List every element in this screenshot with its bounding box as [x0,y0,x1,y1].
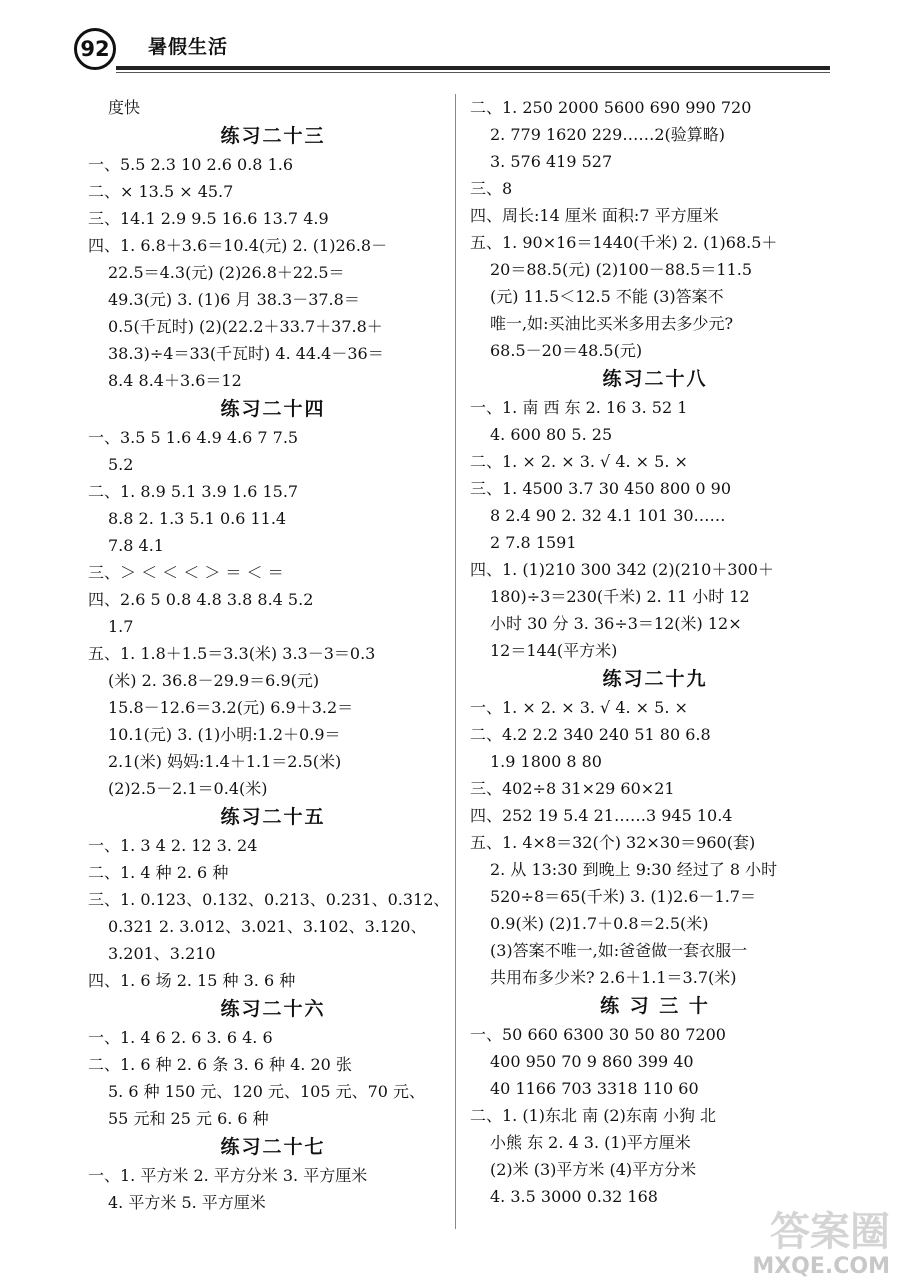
answer-line: 20＝88.5(元) (2)100－88.5＝11.5 [490,260,753,279]
answer-line: 唯一,如:买油比买米多用去多少元? [490,314,734,333]
section-heading: 练习二十四 [220,398,326,420]
answer-line: 二、1. (1)东北 南 (2)东南 小狗 北 [470,1106,717,1125]
answer-line: 共用布多少米? 2.6＋1.1＝3.7(米) [490,968,737,987]
answer-line: 5.2 [108,455,134,474]
watermark-logo-text: 答案圈 [770,1209,890,1255]
answer-line: 三、＞ ＜ ＜ ＜ ＞ ＝ ＜ ＝ [88,563,284,582]
site-watermark [752,1210,890,1280]
answer-line: 一、1. × 2. × 3. √ 4. × 5. × [470,698,688,717]
answer-line: 二、1. × 2. × 3. √ 4. × 5. × [470,452,688,471]
answer-line: 一、1. 4 6 2. 6 3. 6 4. 6 [88,1028,273,1047]
section-heading: 练习二十六 [220,998,326,1020]
answer-line: 1.9 1800 8 80 [490,752,602,771]
header-rule [116,66,830,70]
answer-line: 一、5.5 2.3 10 2.6 0.8 1.6 [88,155,294,174]
answer-line: 5. 6 种 150 元、120 元、105 元、70 元、 [108,1082,426,1101]
answer-line: 40 1166 703 3318 110 60 [490,1079,699,1098]
answer-line: 五、1. 4×8＝32(个) 32×30＝960(套) [470,833,756,852]
answer-line: 12＝144(平方米) [490,641,618,660]
answer-line: 520÷8＝65(千米) 3. (1)2.6－1.7＝ [490,887,756,906]
answer-line: 三、402÷8 31×29 60×21 [470,779,675,798]
answer-line: 2. 从 13:30 到晚上 9:30 经过了 8 小时 [490,860,778,879]
answer-line: 10.1(元) 3. (1)小明:1.2＋0.9＝ [108,725,341,744]
answer-line: 五、1. 90×16＝1440(千米) 2. (1)68.5＋ [470,233,778,252]
answer-line: 五、1. 1.8＋1.5＝3.3(米) 3.3－3＝0.3 [88,644,376,663]
answer-line: 8.4 8.4＋3.6＝12 [108,371,242,390]
section-heading: 练习二十七 [220,1136,326,1158]
answer-line: 一、1. 3 4 2. 12 3. 24 [88,836,258,855]
answer-line: 二、× 13.5 × 45.7 [88,182,234,201]
answer-line: 度快 [108,98,141,117]
answer-line: 三、14.1 2.9 9.5 16.6 13.7 4.9 [88,209,329,228]
answer-line: 一、1. 南 西 东 2. 16 3. 52 1 [470,398,688,417]
answer-line: 0.321 2. 3.012、3.021、3.102、3.120、 [108,917,427,936]
answer-line: (3)答案不唯一,如:爸爸做一套衣服一 [490,941,748,960]
answer-line: 小时 30 分 3. 36÷3＝12(米) 12× [490,614,742,633]
answer-line: 7.8 4.1 [108,536,164,555]
answer-line: 四、周长:14 厘米 面积:7 平方厘米 [470,206,719,225]
answer-line: 400 950 70 9 860 399 40 [490,1052,694,1071]
answer-line: 49.3(元) 3. (1)6 月 38.3－37.8＝ [108,290,360,309]
section-heading: 练习二十三 [220,125,326,147]
answer-line: 1.7 [108,617,134,636]
answer-line: 4. 600 80 5. 25 [490,425,613,444]
answer-line: (2)2.5－2.1＝0.4(米) [108,779,268,798]
answer-line: 一、1. 平方米 2. 平方分米 3. 平方厘米 [88,1166,368,1185]
header-title: 暑假生活 [148,36,229,58]
answer-line: 4. 平方米 5. 平方厘米 [108,1193,266,1212]
section-heading: 练习二十八 [602,368,708,390]
answer-line: 2 7.8 1591 [490,533,577,552]
answer-line: 3.201、3.210 [108,944,216,963]
answer-line: 8 2.4 90 2. 32 4.1 101 30…… [490,506,726,525]
page-number: 92 [80,37,110,61]
answer-line: 2.1(米) 妈妈:1.4＋1.1＝2.5(米) [108,752,342,771]
answer-line: 三、1. 0.123、0.132、0.213、0.231、0.312、 [88,890,450,909]
section-heading: 练习二十五 [220,806,326,828]
answer-line: 0.5(千瓦时) (2)(22.2＋33.7＋37.8＋ [108,317,383,336]
answer-line: 68.5－20＝48.5(元) [490,341,643,360]
page-number-badge [74,28,116,70]
answer-line: 小熊 东 2. 4 3. (1)平方厘米 [490,1133,691,1152]
section-heading: 练 习 三 十 [600,995,710,1017]
answer-line: 一、50 660 6300 30 50 80 7200 [470,1025,726,1044]
watermark-url: MXQE.COM [752,1254,890,1279]
section-heading: 练习二十九 [602,668,708,690]
answer-line: 四、1. 6 场 2. 15 种 3. 6 种 [88,971,296,990]
answer-line: 0.9(米) (2)1.7＋0.8＝2.5(米) [490,914,709,933]
answer-line: 四、252 19 5.4 21……3 945 10.4 [470,806,733,825]
answer-line: 一、3.5 5 1.6 4.9 4.6 7 7.5 [88,428,299,447]
left-answer-column [88,94,458,1216]
answer-line: 三、1. 4500 3.7 30 450 800 0 90 [470,479,732,498]
answer-line: 二、1. 250 2000 5600 690 990 720 [470,98,752,117]
answer-line: (2)米 (3)平方米 (4)平方分米 [490,1160,697,1179]
answer-line: 三、8 [470,179,513,198]
answer-line: 四、2.6 5 0.8 4.8 3.8 8.4 5.2 [88,590,314,609]
answer-line: 15.8－12.6＝3.2(元) 6.9＋3.2＝ [108,698,354,717]
answer-line: 二、1. 4 种 2. 6 种 [88,863,229,882]
header-rule-thin [116,72,830,73]
column-divider [455,94,456,1229]
answer-line: (元) 11.5＜12.5 不能 (3)答案不 [490,287,724,306]
answer-line: 3. 576 419 527 [490,152,613,171]
answer-line: 55 元和 25 元 6. 6 种 [108,1109,269,1128]
answer-line: 38.3)÷4＝33(千瓦时) 4. 44.4－36＝ [108,344,384,363]
page-header [0,0,900,80]
answer-line: 180)÷3＝230(千米) 2. 11 小时 12 [490,587,750,606]
answer-line: 2. 779 1620 229……2(验算略) [490,125,725,144]
answer-line: 二、1. 8.9 5.1 3.9 1.6 15.7 [88,482,299,501]
answer-line: (米) 2. 36.8－29.9＝6.9(元) [108,671,320,690]
answer-line: 二、1. 6 种 2. 6 条 3. 6 种 4. 20 张 [88,1055,352,1074]
answer-line: 四、1. (1)210 300 342 (2)(210＋300＋ [470,560,774,579]
answer-line: 8.8 2. 1.3 5.1 0.6 11.4 [108,509,287,528]
answer-line: 4. 3.5 3000 0.32 168 [490,1187,658,1206]
answer-line: 22.5＝4.3(元) (2)26.8＋22.5＝ [108,263,345,282]
answer-line: 二、4.2 2.2 340 240 51 80 6.8 [470,725,711,744]
right-answer-column [470,94,840,1210]
answer-line: 四、1. 6.8＋3.6＝10.4(元) 2. (1)26.8－ [88,236,388,255]
